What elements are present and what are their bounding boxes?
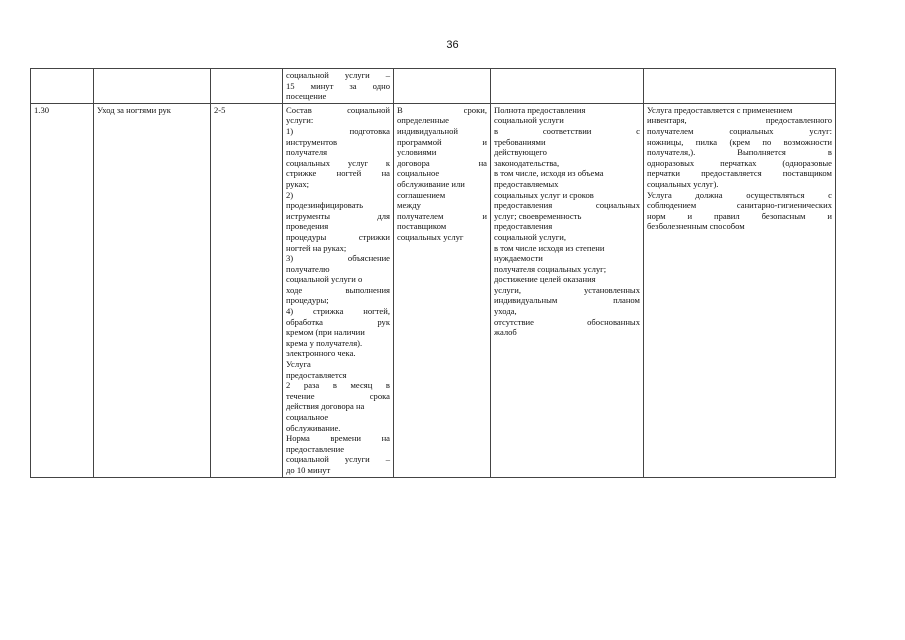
text-line: законодательства, [494,157,560,168]
cell-empty [491,69,644,104]
text-line: 2 раза в месяц в [286,380,390,391]
text-line: ногтей на руках; [286,242,347,253]
cell-service-name: Уход за ногтями рук [94,103,211,477]
text-line: поставщиком [397,221,447,232]
text-line: определенные [397,115,449,126]
text-line: Состав социальной [286,104,390,115]
text-line: социальных услуг [397,231,464,242]
text-line: отсутствие обоснованных [494,316,640,327]
table-row-1-30 [31,103,836,477]
text-line: одноразовых перчатках (одноразовые [647,157,832,168]
text-line: соглашением [397,189,446,200]
cell-empty [644,69,836,104]
text-line: электронного чека. [286,348,356,359]
text-line: обслуживание. [286,422,341,433]
text-line: услуги, установленных [494,284,640,295]
cell-service-code: 2-5 [211,103,283,477]
text-line: соблюдением санитарно-гигиенических [647,200,832,211]
text-line: нуждаемости [494,253,543,264]
text-line: руках; [286,178,310,189]
text-line: крема у получателя). [286,337,363,348]
text-line: течение срока [286,390,390,401]
text-line: Норма времени на [286,433,390,444]
text-line: безболезненным способом [647,221,745,232]
text-line: Услуга должна осуществляться с [647,189,832,200]
text-line: программой и [397,136,487,147]
text-line: в том числе исходя из степени [494,242,605,253]
text-line: получателю [286,263,330,274]
text-line: договора на [397,157,487,168]
text-line: 1) подготовка [286,125,390,136]
text-line: действующего [494,147,547,158]
text-line: ножницы, пилка (крем по возможности [647,136,832,147]
text-line: ходе выполнения [286,284,390,295]
text-line: социальных услуг). [647,178,719,189]
text-line: В сроки, [397,104,487,115]
text-line: процедуры стрижки [286,231,390,242]
text-line: индивидуальным планом [494,295,640,306]
text-line: социальной услуги – [286,454,390,465]
text-line: в соответствии с [494,125,640,136]
text-line: обработка рук [286,316,390,327]
text-line: достижение целей оказания [494,274,596,285]
text-line: иструменты для [286,210,390,221]
text-line: предоставления [494,221,553,232]
text-line: социальной услуги [494,115,564,126]
text-line: требованиями [494,136,546,147]
text-line: между [397,200,421,211]
cell-norm-continuation [283,69,394,104]
page-number: 36 [446,39,459,51]
table-row-continuation [31,69,836,104]
cell-empty [31,69,94,104]
service-conditions-text [647,105,832,232]
text-line: получателя [286,147,328,158]
text-line: 2) [286,189,294,200]
text-line: предоставление [286,443,345,454]
text-line: социальных услуг к [286,157,390,168]
text-line: условиями [397,147,437,158]
text-line: услуг; своевременность [494,210,582,221]
text-line: социальной услуги о [286,274,363,285]
text-line: получателем и [397,210,487,221]
text-line: 4) стрижка ногтей, [286,306,390,317]
text-line: стрижке ногтей на [286,168,390,179]
text-line: перчатки предоставляется поставщиком [647,168,832,179]
text-line: жалоб [494,327,517,338]
text-line: получателя,). Выполняется в [647,147,832,158]
text-line: получателем социальных услуг: [647,125,832,136]
text-line: кремом (при наличии [286,327,365,338]
text-line: предоставляется [286,369,347,380]
cell-service-conditions [644,103,836,477]
text-line: получателя социальных услуг; [494,263,607,274]
service-composition-text [286,105,390,476]
text-line: инвентаря, предоставленного [647,115,832,126]
cell-empty [94,69,211,104]
norm-continuation-text: социальной услуги – 15 минут за одно посещение [286,70,390,102]
text-line: норм и правил безопасным и [647,210,832,221]
cell-service-composition [283,103,394,477]
service-terms-text [397,105,487,243]
cell-service-terms [394,103,491,477]
text-line: процедуры; [286,295,329,306]
text-line: обслуживание или [397,178,465,189]
text-line: Полнота предоставления [494,104,586,115]
text-line: 3) объяснение [286,253,390,264]
text-line: услуги: [286,115,314,126]
text-line: социальной услуги, [494,231,567,242]
cell-empty [211,69,283,104]
text-line: социальное [286,412,329,422]
text-line: инструментов [286,136,338,147]
text-line: индивидуальной [397,125,458,136]
text-line: продезинфицировать [286,200,363,211]
services-table [30,68,836,478]
text-line: в том числе, исходя из объема [494,168,604,179]
cell-empty [394,69,491,104]
text-line: предоставляемых [494,178,559,189]
text-line: Услуга предоставляется с применением [647,104,793,115]
text-line: проведения [286,221,329,232]
text-line: Услуга [286,359,311,370]
cell-item-number: 1.30 [31,103,94,477]
text-line: до 10 минут [286,464,331,475]
text-line: предоставления социальных [494,200,640,211]
text-line: социальное [397,168,440,179]
text-line: действия договора на [286,401,365,412]
text-line: социальных услуг и сроков [494,189,594,200]
quality-indicators-text [494,105,640,338]
cell-quality-indicators [491,103,644,477]
text-line: ухода, [494,306,517,317]
